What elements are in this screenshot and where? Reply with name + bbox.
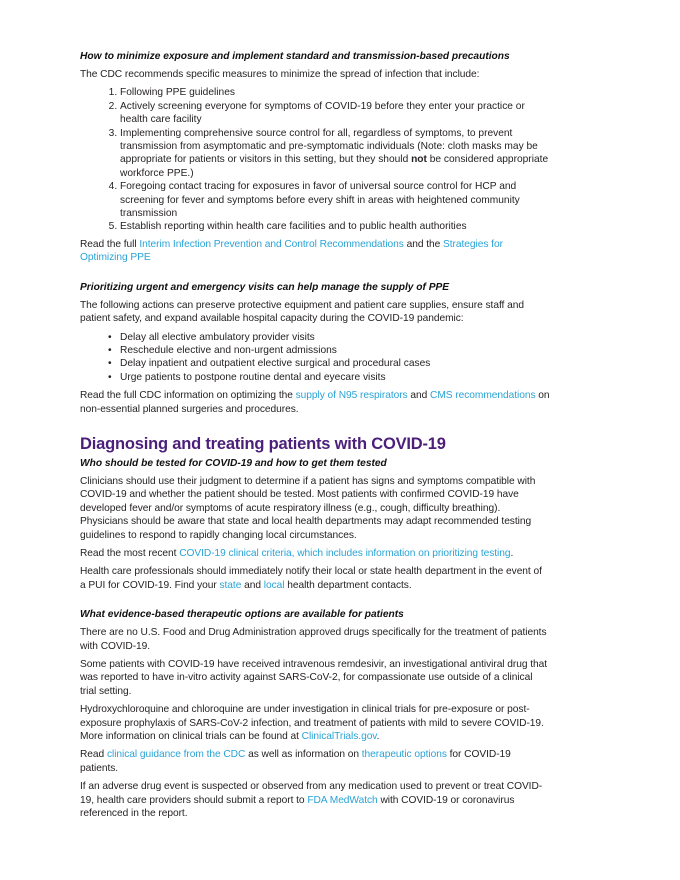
- precautions-intro: The CDC recommends specific measures to minimize the spread of infection that include:: [80, 69, 480, 80]
- list-item: 4. Foregoing contact tracing for exposures in favor of universal source control for HCP and screening for fever and symptoms before every shift in areas with heightened community transmission: [120, 180, 550, 220]
- therapeutics-paragraph-4: Read clinical guidance from the CDC as well as information on therapeutic options for COVID-19 patients.: [80, 749, 511, 774]
- testing-read-more: Read the most recent COVID-19 clinical criteria, which includes information on prioritizing testing.: [80, 547, 514, 559]
- list-item: 3. Implementing comprehensive source control for all, regardless of symptoms, to prevent transmission from asymptomatic and pre-symptomatic individuals (Note: cloth masks may be appropriate for patients or visitors in this setting, but they should not be considered appropriate workforce PPE.): [120, 127, 550, 181]
- section-heading-ppe: Prioritizing urgent and emergency visits can help manage the supply of PPE: [80, 281, 450, 293]
- therapeutics-paragraph-1: There are no U.S. Food and Drug Administration approved drugs specifically for the treatment of patients with COVID-19.: [80, 627, 547, 652]
- precautions-list: [80, 86, 550, 233]
- link-clinical-criteria[interactable]: COVID-19 clinical criteria, which includes information on prioritizing testing: [179, 547, 511, 559]
- link-optimizing-ppe[interactable]: Strategies for Optimizing PPE: [80, 238, 503, 264]
- link-therapeutic-options[interactable]: therapeutic options: [361, 749, 447, 761]
- ppe-read-more: Read the full CDC information on optimizing the supply of N95 respirators and CMS recommendations on non-essential planned surgeries and procedures.: [80, 390, 550, 415]
- section-heading-therapeutics: What evidence-based therapeutic options are available for patients: [80, 609, 404, 621]
- list-item: • Delay inpatient and outpatient elective surgical and procedural cases: [120, 357, 550, 370]
- link-local[interactable]: local: [263, 579, 285, 591]
- list-item: • Delay all elective ambulatory provider visits: [120, 331, 550, 344]
- section-heading-precautions: How to minimize exposure and implement standard and transmission-based precautions: [80, 51, 510, 62]
- link-interim-recommendations[interactable]: Interim Infection Prevention and Control Recommendations: [139, 238, 404, 250]
- list-item: 2. Actively screening everyone for symptoms of COVID-19 before they enter your practice or health care facility: [120, 100, 550, 127]
- document-page: [80, 50, 550, 825]
- link-state[interactable]: state: [219, 579, 242, 591]
- section-heading-testing: Who should be tested for COVID-19 and how to get them tested: [80, 457, 387, 469]
- list-item: • Urge patients to postpone routine dental and eyecare visits: [120, 371, 550, 384]
- therapeutics-paragraph-2: Some patients with COVID-19 have received intravenous remdesivir, an investigational antiviral drug that was reported to have in-vitro activity against SARS-CoV-2, for compassionate use outside of a clinical trial setting.: [80, 659, 548, 697]
- emphasis-not: not: [411, 154, 427, 166]
- therapeutics-paragraph-5: If an adverse drug event is suspected or observed from any medication used to prevent or treat COVID-19, health care providers should submit a report to FDA MedWatch with COVID-19 or coronavirus referenced in the report.: [80, 781, 543, 820]
- page-heading-diagnosing: Diagnosing and treating patients with COVID-19: [80, 434, 446, 453]
- ppe-bullet-list: [80, 331, 550, 385]
- ppe-intro: The following actions can preserve protective equipment and patient care supplies, ensure staff and patient safety, and expand available hospital capacity during the COVID-19 pandemic:: [80, 299, 524, 325]
- notify-paragraph: Health care professionals should immediately notify their local or state health department in the event of a PUI for COVID-19. Find your state and local health department contacts.: [80, 566, 542, 591]
- link-cdc-clinical-guidance[interactable]: clinical guidance from the CDC: [106, 749, 246, 761]
- link-n95-supply[interactable]: supply of N95 respirators: [295, 390, 408, 402]
- precautions-read-more: Read the full Interim Infection Prevention and Control Recommendations and the Strategies for Optimizing PPE: [80, 238, 503, 264]
- link-cms-recommendations[interactable]: CMS recommendations: [430, 390, 536, 402]
- link-clinicaltrials[interactable]: ClinicalTrials.gov: [301, 731, 377, 743]
- list-item: 1. Following PPE guidelines: [120, 86, 550, 99]
- therapeutics-paragraph-3: Hydroxychloroquine and chloroquine are under investigation in clinical trials for pre-exposure or post-exposure prophylaxis of SARS-CoV-2 infection, and treatment of patients with mild to severe COVID-19. More information on clinical trials can be found at ClinicalTrials.gov.: [80, 704, 544, 743]
- list-item: 5. Establish reporting within health care facilities and to public health authorities: [120, 220, 550, 233]
- testing-paragraph: Clinicians should use their judgment to determine if a patient has signs and symptoms compatible with COVID-19 and whether the patient should be tested. Most patients with confirmed COVID-19 have developed fever and/or symptoms of acute respiratory illness (e.g., cough, difficulty breathing). Physicians should be aware that state and local health departments may adapt recommended testing guidelines to respond to rapidly changing local circumstances.: [80, 475, 536, 541]
- link-fda-medwatch[interactable]: FDA MedWatch: [307, 794, 378, 806]
- list-item: • Reschedule elective and non-urgent admissions: [120, 344, 550, 357]
